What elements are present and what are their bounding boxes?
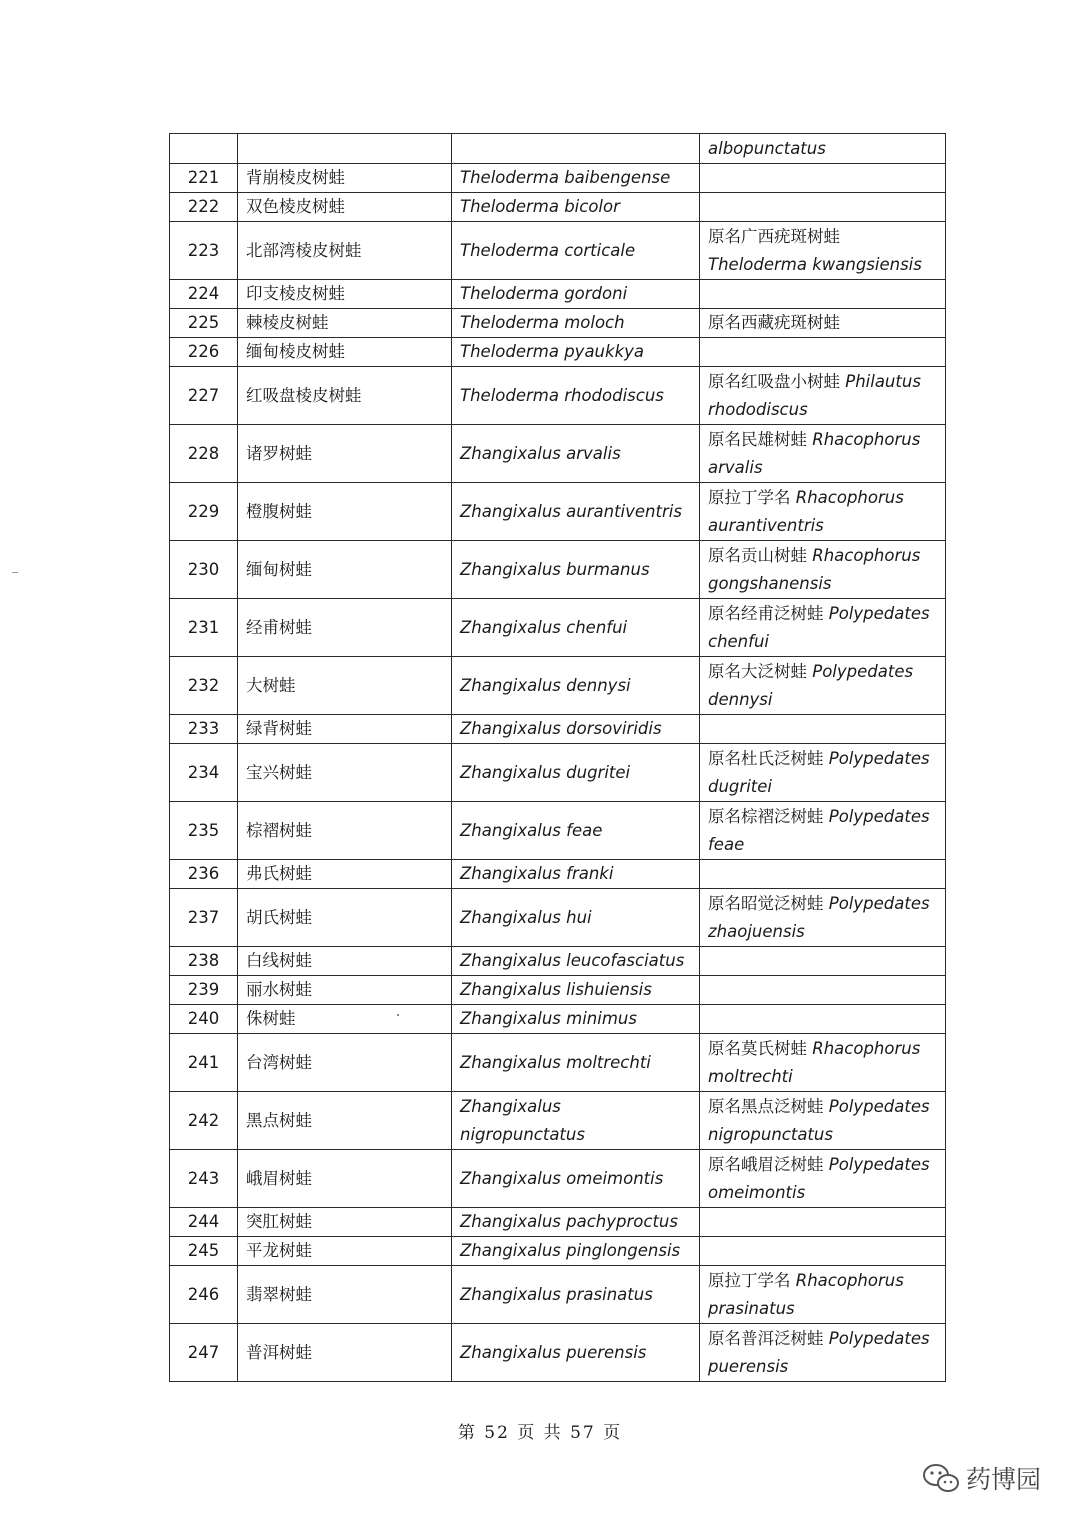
chinese-name: 普洱树蛙 bbox=[238, 1324, 452, 1382]
chinese-name: 台湾树蛙 bbox=[238, 1034, 452, 1092]
table-row bbox=[170, 367, 946, 425]
latin-name: Zhangixalus lishuiensis bbox=[452, 976, 700, 1005]
chinese-name: 棘棱皮树蛙 bbox=[238, 309, 452, 338]
chinese-name: 翡翠树蛙 bbox=[238, 1266, 452, 1324]
remark-latin: Polypedates dennysi bbox=[708, 661, 914, 709]
table-row bbox=[170, 802, 946, 860]
latin-name: Zhangixalus moltrechti bbox=[452, 1034, 700, 1092]
remark bbox=[700, 541, 946, 599]
chinese-name: 棕褶树蛙 bbox=[238, 802, 452, 860]
remark bbox=[700, 889, 946, 947]
remark-chinese: 原名大泛树蛙 bbox=[708, 661, 807, 681]
row-number: 235 bbox=[170, 802, 238, 860]
table-row bbox=[170, 1324, 946, 1382]
chinese-name: 胡氏树蛙 bbox=[238, 889, 452, 947]
latin-name: Theloderma bicolor bbox=[452, 193, 700, 222]
table-row bbox=[170, 1266, 946, 1324]
latin-name: Theloderma rhododiscus bbox=[452, 367, 700, 425]
remark-chinese: 原名普洱泛树蛙 bbox=[708, 1328, 824, 1348]
remark-latin: Polypedates chenfui bbox=[708, 603, 930, 651]
row-number: 247 bbox=[170, 1324, 238, 1382]
latin-name: Zhangixalus franki bbox=[452, 860, 700, 889]
watermark-text: 药博园 bbox=[966, 1465, 1042, 1494]
remark-latin: Polypedates puerensis bbox=[708, 1328, 930, 1376]
remark-latin: Polypedates zhaojuensis bbox=[708, 893, 930, 941]
remark-latin: Polypedates omeimontis bbox=[708, 1154, 930, 1202]
remark bbox=[700, 309, 946, 338]
chinese-name: 缅甸树蛙 bbox=[238, 541, 452, 599]
table-row bbox=[170, 599, 946, 657]
latin-name: Zhangixalus dugritei bbox=[452, 744, 700, 802]
row-number: 236 bbox=[170, 860, 238, 889]
species-table-body bbox=[170, 134, 946, 1382]
latin-name: Zhangixalus dennysi bbox=[452, 657, 700, 715]
remark bbox=[700, 1208, 946, 1237]
remark-latin: Polypedates dugritei bbox=[708, 748, 930, 796]
latin-name: Zhangixalus hui bbox=[452, 889, 700, 947]
chinese-name: 侏树蛙 bbox=[238, 1005, 452, 1034]
latin-name: Zhangixalus puerensis bbox=[452, 1324, 700, 1382]
chinese-name: 印支棱皮树蛙 bbox=[238, 280, 452, 309]
species-table bbox=[169, 133, 946, 1382]
chinese-name: 经甫树蛙 bbox=[238, 599, 452, 657]
remark-chinese: 原名民雄树蛙 bbox=[708, 429, 807, 449]
row-number: 238 bbox=[170, 947, 238, 976]
latin-name: Theloderma gordoni bbox=[452, 280, 700, 309]
remark-chinese: 原名贡山树蛙 bbox=[708, 545, 807, 565]
latin-name: Zhangixalus chenfui bbox=[452, 599, 700, 657]
row-number: 222 bbox=[170, 193, 238, 222]
latin-name: Zhangixalus prasinatus bbox=[452, 1266, 700, 1324]
remark-chinese: 原名红吸盘小树蛙 bbox=[708, 371, 840, 391]
remark bbox=[700, 715, 946, 744]
table-row bbox=[170, 309, 946, 338]
chinese-name: 缅甸棱皮树蛙 bbox=[238, 338, 452, 367]
remark-chinese: 原名经甫泛树蛙 bbox=[708, 603, 824, 623]
row-number bbox=[170, 134, 238, 164]
remark bbox=[700, 222, 946, 280]
remark-chinese: 原名昭觉泛树蛙 bbox=[708, 893, 824, 913]
latin-name: Zhangixalus minimus bbox=[452, 1005, 700, 1034]
chinese-name: 橙腹树蛙 bbox=[238, 483, 452, 541]
table-row bbox=[170, 860, 946, 889]
table-row bbox=[170, 222, 946, 280]
chinese-name: 双色棱皮树蛙 bbox=[238, 193, 452, 222]
remark bbox=[700, 1237, 946, 1266]
remark bbox=[700, 599, 946, 657]
table-row bbox=[170, 1150, 946, 1208]
table-row bbox=[170, 280, 946, 309]
remark bbox=[700, 483, 946, 541]
latin-name bbox=[452, 134, 700, 164]
row-number: 245 bbox=[170, 1237, 238, 1266]
row-number: 242 bbox=[170, 1092, 238, 1150]
chinese-name: 北部湾棱皮树蛙 bbox=[238, 222, 452, 280]
latin-name: Theloderma corticale bbox=[452, 222, 700, 280]
remark-latin: Rhacophorus moltrechti bbox=[708, 1038, 921, 1086]
table-row bbox=[170, 134, 946, 164]
row-number: 241 bbox=[170, 1034, 238, 1092]
remark bbox=[700, 657, 946, 715]
latin-name: Zhangixalus dorsoviridis bbox=[452, 715, 700, 744]
table-row bbox=[170, 338, 946, 367]
table-row bbox=[170, 715, 946, 744]
row-number: 223 bbox=[170, 222, 238, 280]
remark bbox=[700, 1324, 946, 1382]
wechat-icon bbox=[922, 1462, 960, 1494]
chinese-name: 绿背树蛙 bbox=[238, 715, 452, 744]
table-row bbox=[170, 164, 946, 193]
table-row bbox=[170, 483, 946, 541]
remark bbox=[700, 1005, 946, 1034]
table-row bbox=[170, 193, 946, 222]
row-number: 240 bbox=[170, 1005, 238, 1034]
row-number: 225 bbox=[170, 309, 238, 338]
remark bbox=[700, 1034, 946, 1092]
remark bbox=[700, 367, 946, 425]
remark bbox=[700, 860, 946, 889]
row-number: 232 bbox=[170, 657, 238, 715]
chinese-name: 大树蛙 bbox=[238, 657, 452, 715]
remark-latin: albopunctatus bbox=[708, 138, 826, 158]
remark-chinese: 原名峨眉泛树蛙 bbox=[708, 1154, 824, 1174]
margin-mark bbox=[12, 572, 18, 573]
chinese-name: 红吸盘棱皮树蛙 bbox=[238, 367, 452, 425]
remark-chinese: 原名黑点泛树蛙 bbox=[708, 1096, 824, 1116]
row-number: 231 bbox=[170, 599, 238, 657]
remark-latin: Rhacophorus gongshanensis bbox=[708, 545, 921, 593]
remark-latin: Rhacophorus aurantiventris bbox=[708, 487, 904, 535]
row-number: 224 bbox=[170, 280, 238, 309]
chinese-name: 突肛树蛙 bbox=[238, 1208, 452, 1237]
remark-chinese: 原名莫氏树蛙 bbox=[708, 1038, 807, 1058]
latin-name: Zhangixalus burmanus bbox=[452, 541, 700, 599]
remark bbox=[700, 164, 946, 193]
chinese-name: 弗氏树蛙 bbox=[238, 860, 452, 889]
page-number: 第 52 页 共 57 页 bbox=[457, 1423, 623, 1443]
latin-name: Zhangixalus leucofasciatus bbox=[452, 947, 700, 976]
table-row bbox=[170, 744, 946, 802]
remark-chinese: 原拉丁学名 bbox=[708, 1270, 791, 1290]
latin-name: Theloderma moloch bbox=[452, 309, 700, 338]
chinese-name: 峨眉树蛙 bbox=[238, 1150, 452, 1208]
remark bbox=[700, 1092, 946, 1150]
watermark bbox=[922, 1458, 1041, 1498]
chinese-name: 诸罗树蛙 bbox=[238, 425, 452, 483]
row-number: 246 bbox=[170, 1266, 238, 1324]
row-number: 229 bbox=[170, 483, 238, 541]
table-row bbox=[170, 1005, 946, 1034]
table-row bbox=[170, 1237, 946, 1266]
table-row bbox=[170, 976, 946, 1005]
remark bbox=[700, 802, 946, 860]
remark-latin: Polypedates feae bbox=[708, 806, 930, 854]
remark bbox=[700, 976, 946, 1005]
remark-latin: Polypedates nigropunctatus bbox=[708, 1096, 930, 1144]
remark bbox=[700, 1266, 946, 1324]
row-number: 237 bbox=[170, 889, 238, 947]
chinese-name: 背崩棱皮树蛙 bbox=[238, 164, 452, 193]
row-number: 244 bbox=[170, 1208, 238, 1237]
row-number: 239 bbox=[170, 976, 238, 1005]
remark-latin: Rhacophorus prasinatus bbox=[708, 1270, 904, 1318]
latin-name: Zhangixalus aurantiventris bbox=[452, 483, 700, 541]
remark-chinese: 原名西藏疣斑树蛙 bbox=[708, 313, 840, 332]
row-number: 230 bbox=[170, 541, 238, 599]
remark bbox=[700, 193, 946, 222]
table-row bbox=[170, 425, 946, 483]
remark bbox=[700, 134, 946, 164]
row-number: 233 bbox=[170, 715, 238, 744]
scan-speck bbox=[397, 1014, 399, 1016]
chinese-name: 黑点树蛙 bbox=[238, 1092, 452, 1150]
table-row bbox=[170, 947, 946, 976]
remark-latin: Philautus rhododiscus bbox=[708, 371, 921, 419]
table-row bbox=[170, 1092, 946, 1150]
table-row bbox=[170, 889, 946, 947]
remark bbox=[700, 744, 946, 802]
remark-chinese: 原名棕褶泛树蛙 bbox=[708, 806, 824, 826]
latin-name: Zhangixalus pachyproctus bbox=[452, 1208, 700, 1237]
chinese-name: 平龙树蛙 bbox=[238, 1237, 452, 1266]
remark bbox=[700, 425, 946, 483]
row-number: 228 bbox=[170, 425, 238, 483]
chinese-name: 宝兴树蛙 bbox=[238, 744, 452, 802]
remark-chinese: 原拉丁学名 bbox=[708, 487, 791, 507]
remark bbox=[700, 1150, 946, 1208]
remark bbox=[700, 280, 946, 309]
row-number: 226 bbox=[170, 338, 238, 367]
row-number: 221 bbox=[170, 164, 238, 193]
latin-name: Theloderma baibengense bbox=[452, 164, 700, 193]
remark-chinese: 原名杜氏泛树蛙 bbox=[708, 748, 824, 768]
latin-name: Zhangixalus arvalis bbox=[452, 425, 700, 483]
remark-latin: Theloderma kwangsiensis bbox=[708, 254, 922, 274]
table-row bbox=[170, 541, 946, 599]
latin-name: Theloderma pyaukkya bbox=[452, 338, 700, 367]
chinese-name: 丽水树蛙 bbox=[238, 976, 452, 1005]
chinese-name: 白线树蛙 bbox=[238, 947, 452, 976]
row-number: 227 bbox=[170, 367, 238, 425]
table-row bbox=[170, 1034, 946, 1092]
chinese-name bbox=[238, 134, 452, 164]
table-row bbox=[170, 657, 946, 715]
latin-name: Zhangixalus omeimontis bbox=[452, 1150, 700, 1208]
remark bbox=[700, 947, 946, 976]
remark-chinese: 原名广西疣斑树蛙 bbox=[708, 226, 840, 246]
row-number: 243 bbox=[170, 1150, 238, 1208]
table-row bbox=[170, 1208, 946, 1237]
latin-name: Zhangixalus nigropunctatus bbox=[452, 1092, 700, 1150]
latin-name: Zhangixalus pinglongensis bbox=[452, 1237, 700, 1266]
latin-name: Zhangixalus feae bbox=[452, 802, 700, 860]
remark-latin: Rhacophorus arvalis bbox=[708, 429, 921, 477]
row-number: 234 bbox=[170, 744, 238, 802]
remark bbox=[700, 338, 946, 367]
